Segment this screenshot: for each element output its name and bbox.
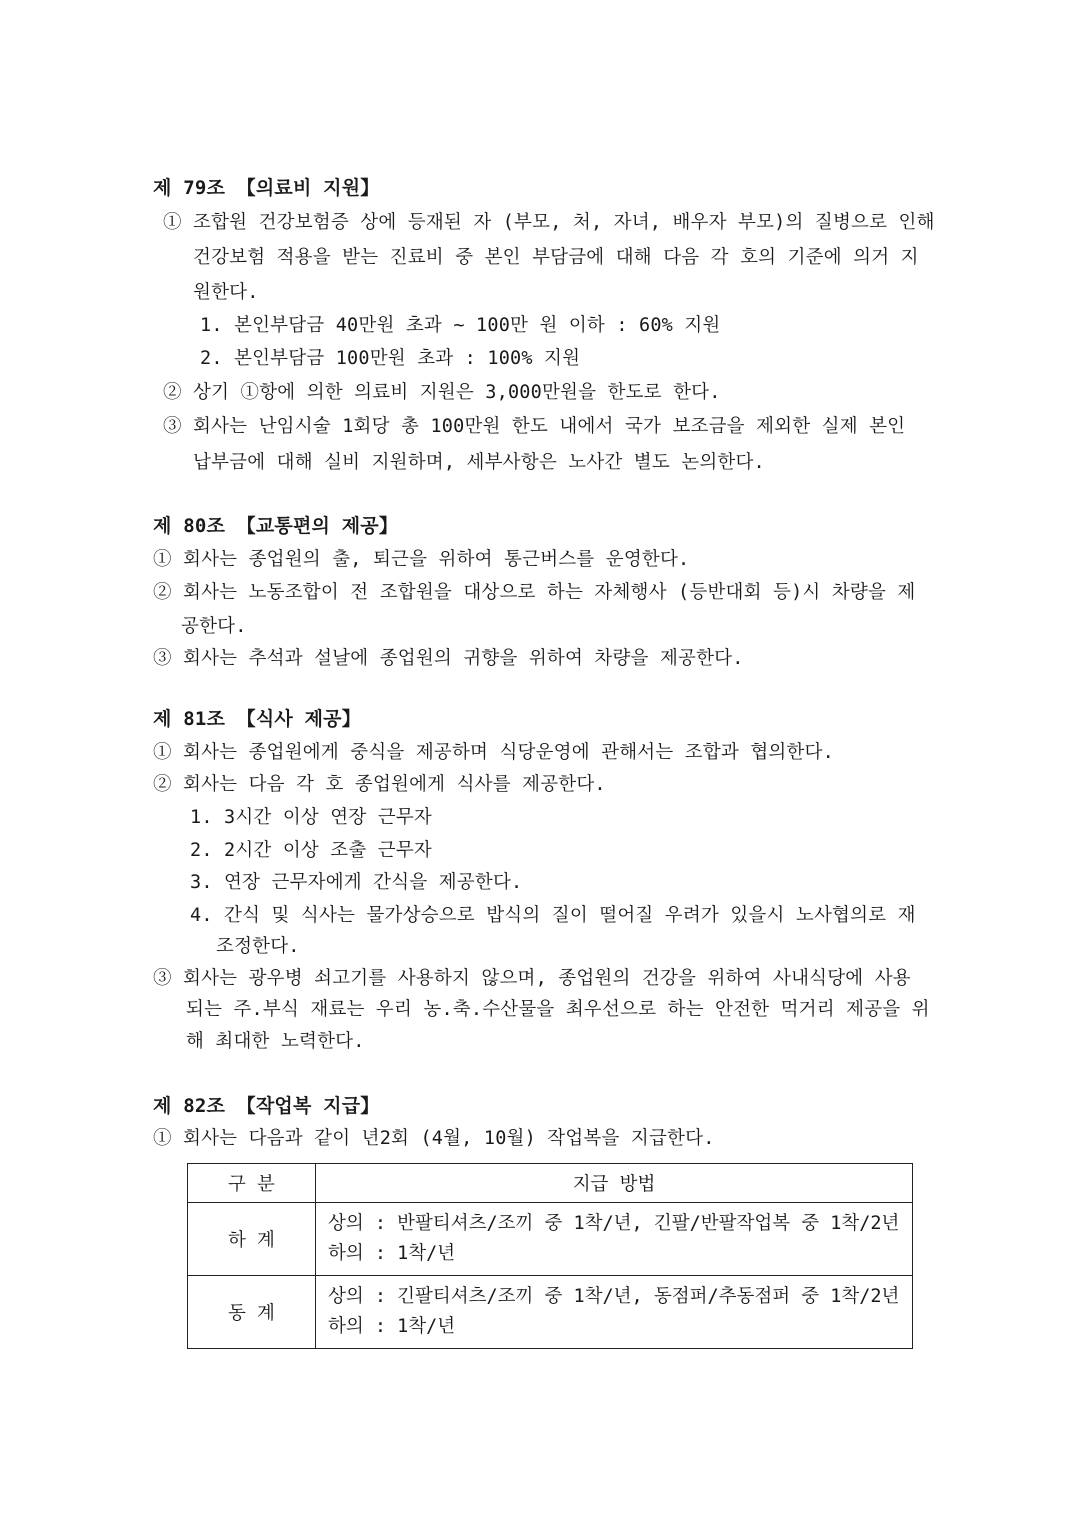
table-row-detail — [316, 1203, 913, 1276]
article-81-para3-line2: 되는 주.부식 재료는 우리 농.축.수산물을 최우선으로 하는 안전한 먹거리 제공을 위 — [186, 999, 930, 1020]
table-row — [188, 1203, 913, 1276]
article-81-item4-line2: 조정한다. — [216, 936, 300, 957]
article-80-title: 제 80조 【교통편의 제공】 — [153, 515, 399, 537]
article-81-title: 제 81조 【식사 제공】 — [153, 708, 361, 730]
article-80-para2-line1: ② 회사는 노동조합이 전 조합원을 대상으로 하는 자체행사 (등반대회 등)시 차량을 제 — [153, 582, 916, 603]
article-79-para3-line2: 납부금에 대해 실비 지원하며, 세부사항은 노사간 별도 논의한다. — [193, 452, 765, 473]
article-79-para1-line2: 건강보험 적용을 받는 진료비 중 본인 부담금에 대해 다음 각 호의 기준에 의거 지 — [193, 247, 919, 268]
article-81-item3: 3. 연장 근무자에게 간식을 제공한다. — [190, 872, 523, 893]
article-79-item1: 1. 본인부담금 40만원 초과 ~ 100만 원 이하 : 60% 지원 — [200, 315, 721, 336]
article-80-para3: ③ 회사는 추석과 설날에 종업원의 귀향을 위하여 차량을 제공한다. — [153, 648, 744, 669]
article-79-para1-line3: 원한다. — [193, 282, 259, 303]
article-82-title: 제 82조 【작업복 지급】 — [153, 1095, 380, 1117]
table-row-detail — [316, 1276, 913, 1349]
table-row-label: 하 계 — [188, 1203, 316, 1276]
table-row-line: 하의 : 1착/년 — [328, 1243, 456, 1264]
article-81-para1: ① 회사는 종업원에게 중식을 제공하며 식당운영에 관해서는 조합과 협의한다. — [153, 742, 834, 763]
table-row-line: 하의 : 1착/년 — [328, 1316, 456, 1337]
table-header-method: 지급 방법 — [316, 1164, 913, 1203]
article-79-para1-line1: ① 조합원 건강보험증 상에 등재된 자 (부모, 처, 자녀, 배우자 부모)의 질병으로 인해 — [163, 212, 935, 233]
article-79-para3-line1: ③ 회사는 난임시술 1회당 총 100만원 한도 내에서 국가 보조금을 제외한 실제 본인 — [163, 416, 906, 437]
table-row-line: 상의 : 긴팔티셔츠/조끼 중 1착/년, 동점퍼/추동점퍼 중 1착/2년 — [328, 1286, 900, 1307]
article-81-para3-line3: 해 최대한 노력한다. — [186, 1031, 365, 1052]
article-81-para2: ② 회사는 다음 각 호 종업원에게 식사를 제공한다. — [153, 774, 606, 795]
article-82-para1: ① 회사는 다음과 같이 년2회 (4월, 10월) 작업복을 지급한다. — [153, 1128, 715, 1149]
table-row — [188, 1276, 913, 1349]
table-header-category: 구 분 — [188, 1164, 316, 1203]
article-79-item2: 2. 본인부담금 100만원 초과 : 100% 지원 — [200, 348, 581, 369]
article-81-item1: 1. 3시간 이상 연장 근무자 — [190, 807, 433, 828]
article-80-para1: ① 회사는 종업원의 출, 퇴근을 위하여 통근버스를 운영한다. — [153, 549, 690, 570]
table-row-line: 상의 : 반팔티셔츠/조끼 중 1착/년, 긴팔/반팔작업복 중 1착/2년 — [328, 1213, 900, 1234]
article-79-para2: ② 상기 ①항에 의한 의료비 지원은 3,000만원을 한도로 한다. — [163, 382, 721, 403]
table-row-label: 동 계 — [188, 1276, 316, 1349]
article-81-para3-line1: ③ 회사는 광우병 쇠고기를 사용하지 않으며, 종업원의 건강을 위하여 사내식당에 사용 — [153, 968, 911, 989]
uniform-table — [187, 1163, 913, 1349]
article-81-item4-line1: 4. 간식 및 식사는 물가상승으로 밥식의 질이 떨어질 우려가 있을시 노사협의로 재 — [190, 905, 916, 926]
article-79-title: 제 79조 【의료비 지원】 — [153, 177, 380, 199]
table-header-row — [188, 1164, 913, 1203]
article-81-item2: 2. 2시간 이상 조출 근무자 — [190, 840, 433, 861]
article-80-para2-line2: 공한다. — [181, 616, 247, 637]
